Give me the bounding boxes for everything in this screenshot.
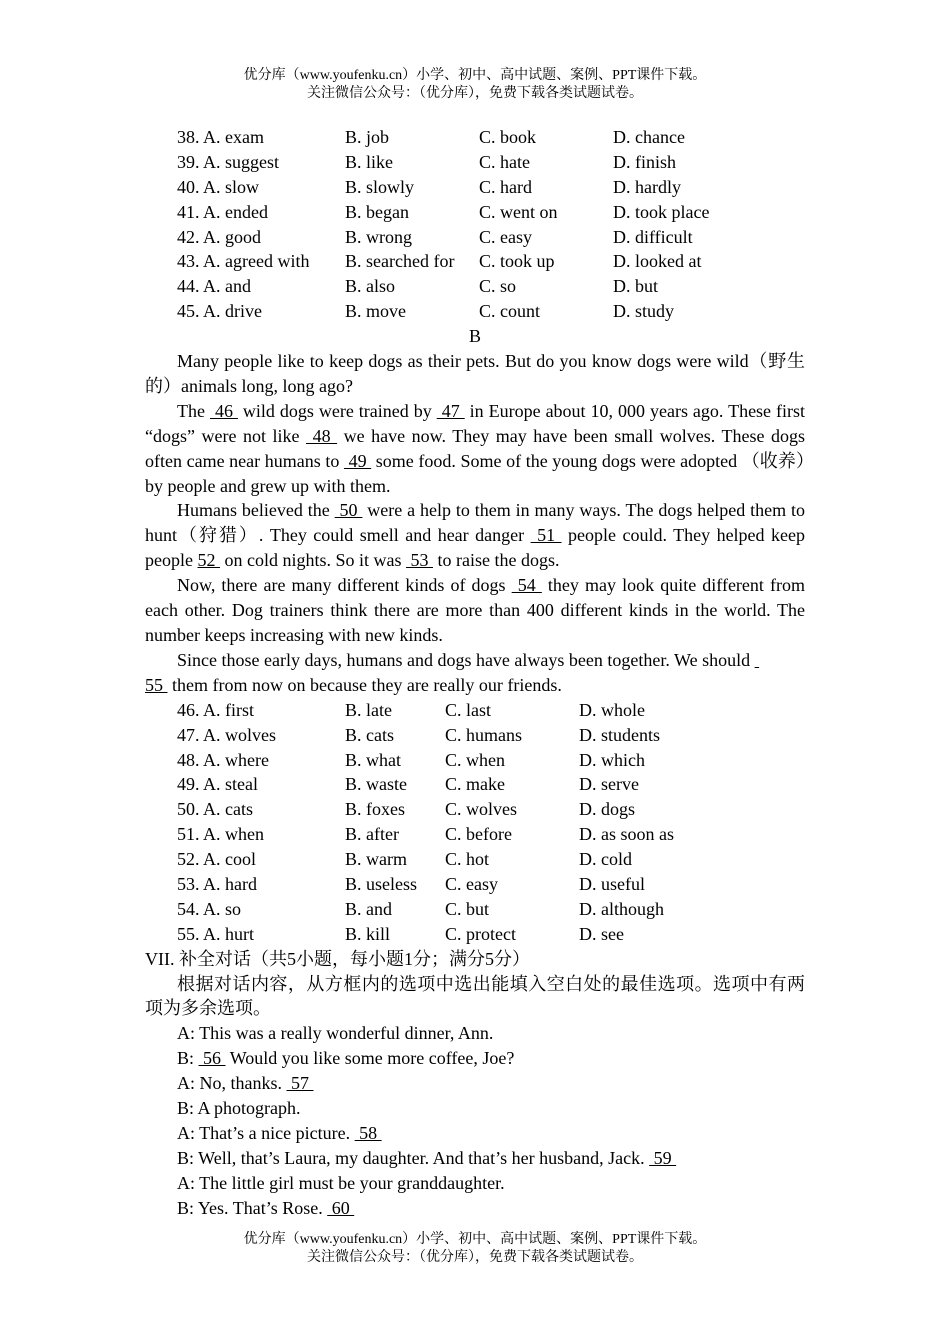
blank-50: 50 <box>334 500 363 521</box>
option-choice: C. so <box>479 276 517 297</box>
dialogue-line <box>145 1171 805 1196</box>
option-choice: B. what <box>345 749 401 770</box>
option-choice: 51. A. when <box>177 824 264 845</box>
option-choice: C. hate <box>479 151 530 172</box>
option-choice: D. useful <box>579 873 645 894</box>
option-choice: B. move <box>345 301 406 322</box>
option-row <box>145 274 805 299</box>
dialogue-line <box>145 1146 805 1171</box>
option-choice: C. humans <box>445 724 523 745</box>
option-choice: B. waste <box>345 774 407 795</box>
page-header <box>0 67 950 103</box>
blank-51: 51 <box>530 525 562 546</box>
dialogue <box>145 1021 805 1220</box>
option-choice: 44. A. and <box>177 276 251 297</box>
footer-line-1: 优分库（www.youfenku.cn）小学、初中、高中试题、案例、PPT课件下载。 <box>243 1232 707 1247</box>
option-row <box>145 200 805 225</box>
option-choice: C. last <box>445 699 492 720</box>
option-choice: C. easy <box>479 226 532 247</box>
passage-paragraph-4: Now, there are many different kinds of dogs 54 they may look quite different from each other. Dog trainers think there are more than 400 different kinds in the world. The number keeps increasing with new kinds. <box>145 575 805 645</box>
option-choice: D. students <box>579 724 660 745</box>
page-content <box>145 125 805 1221</box>
blank-48: 48 <box>306 425 338 446</box>
option-row <box>145 847 805 872</box>
dialogue-text: B: <box>177 1048 199 1069</box>
option-row <box>145 175 805 200</box>
passage-paragraph-5: Since those early days, humans and dogs have always been together. We should 55 them from now on because they are really our friends. <box>145 648 805 698</box>
dialogue-text: B: Yes. That’s Rose. <box>177 1197 328 1218</box>
option-choice: D. finish <box>613 151 676 172</box>
dialogue-line <box>145 1096 805 1121</box>
passage-paragraph-1: Many people like to keep dogs as their pets. But do you know dogs were wild（野生的）animals long, long ago? <box>145 351 805 396</box>
dialogue-text: A: The little girl must be your granddaughter. <box>177 1172 505 1193</box>
option-choice: C. went on <box>479 201 558 222</box>
option-choice: D. chance <box>613 127 685 147</box>
blank-54: 54 <box>511 575 542 596</box>
option-choice: D. hardly <box>613 176 681 197</box>
option-choice: D. study <box>613 301 675 322</box>
option-choice: D. which <box>579 749 645 770</box>
dialogue-line <box>145 1196 805 1221</box>
option-choice: C. when <box>445 749 505 770</box>
dialogue-text: B: Well, that’s Laura, my daughter. And that’s her husband, Jack. <box>177 1147 650 1168</box>
option-choice: 41. A. ended <box>177 201 268 222</box>
option-choice: B. searched for <box>345 251 455 272</box>
option-choice: D. serve <box>579 774 639 795</box>
option-choice: 40. A. slow <box>177 176 260 197</box>
blank-55: 55 <box>145 674 168 695</box>
option-choice: B. foxes <box>345 799 405 820</box>
option-choice: B. like <box>345 151 393 172</box>
option-choice: 45. A. drive <box>177 301 262 322</box>
option-row <box>145 872 805 897</box>
page-footer <box>0 1231 950 1267</box>
option-choice: B. after <box>345 824 399 845</box>
option-choice: C. wolves <box>445 799 517 820</box>
dialogue-text: B: A photograph. <box>177 1098 301 1119</box>
section-b-heading: B <box>468 326 481 347</box>
dialogue-line <box>145 1046 805 1071</box>
dialogue-blank: 58 <box>354 1122 382 1143</box>
option-choice: B. slowly <box>345 176 415 197</box>
option-choice: C. protect <box>445 923 516 944</box>
option-row <box>145 897 805 922</box>
option-choice: 55. A. hurt <box>177 923 255 944</box>
blank-47: 47 <box>436 400 465 421</box>
option-choice: 54. A. so <box>177 898 242 919</box>
option-row <box>145 723 805 748</box>
option-row <box>145 125 805 150</box>
option-choice: C. took up <box>479 251 555 272</box>
option-row <box>145 698 805 723</box>
dialogue-line <box>145 1021 805 1046</box>
option-choice: 38. A. exam <box>177 127 264 147</box>
header-line-1: 优分库（www.youfenku.cn）小学、初中、高中试题、案例、PPT课件下载。 <box>243 68 707 83</box>
passage-paragraph-3: Humans believed the 50 were a help to them in many ways. The dogs helped them to hunt（狩猎）. They could smell and hear danger 51 people could. They helped keep people 52 on cold nights. So it was 53 to raise the dogs. <box>145 500 805 571</box>
option-choice: C. book <box>479 127 537 147</box>
option-row <box>145 299 805 324</box>
option-choice: D. difficult <box>613 226 693 247</box>
option-choice: B. kill <box>345 923 391 944</box>
option-choice: 48. A. where <box>177 749 269 770</box>
option-choice: B. cats <box>345 724 394 745</box>
option-choice: C. before <box>445 824 512 845</box>
option-choice: 43. A. agreed with <box>177 251 310 272</box>
dialogue-text-after: Would you like some more coffee, Joe? <box>225 1048 515 1069</box>
option-choice: 47. A. wolves <box>177 724 276 745</box>
option-choice: B. also <box>345 276 396 297</box>
option-row <box>145 822 805 847</box>
blank-53: 53 <box>406 550 433 571</box>
options-38-45 <box>145 125 805 324</box>
option-choice: D. but <box>613 276 658 297</box>
option-choice: D. took place <box>613 201 710 222</box>
dialogue-blank: 60 <box>327 1197 355 1218</box>
blank-49: 49 <box>343 450 372 471</box>
dialogue-blank: 57 <box>286 1073 314 1094</box>
section-vii-title: VII. 补全对话（共5小题，每小题1分；满分5分） <box>145 948 530 969</box>
dialogue-blank: 59 <box>649 1147 677 1168</box>
option-choice: B. late <box>345 699 392 720</box>
dialogue-line <box>145 1071 805 1096</box>
option-row <box>145 225 805 250</box>
options-46-55 <box>145 698 805 947</box>
option-choice: B. wrong <box>345 226 412 247</box>
option-choice: B. began <box>345 201 409 222</box>
footer-line-2: 关注微信公众号：（优分库），免费下载各类试题试卷。 <box>307 1250 643 1265</box>
option-choice: B. useless <box>345 873 417 894</box>
option-choice: 50. A. cats <box>177 799 253 820</box>
option-row <box>145 150 805 175</box>
dialogue-text: A: This was a really wonderful dinner, Ann. <box>177 1023 494 1044</box>
option-row <box>145 922 805 947</box>
option-row <box>145 772 805 797</box>
dialogue-text: A: That’s a nice picture. <box>177 1122 355 1143</box>
option-choice: D. although <box>579 898 664 919</box>
dialogue-blank: 56 <box>198 1048 226 1069</box>
option-choice: 49. A. steal <box>177 774 258 795</box>
option-choice: B. job <box>345 127 390 147</box>
option-choice: B. and <box>345 898 392 919</box>
option-choice: C. count <box>479 301 540 322</box>
option-choice: C. make <box>445 774 505 795</box>
option-choice: C. easy <box>445 873 498 894</box>
dialogue-line <box>145 1121 805 1146</box>
option-choice: 46. A. first <box>177 699 255 720</box>
option-choice: 42. A. good <box>177 226 262 247</box>
option-choice: C. hard <box>479 176 532 197</box>
blank-55-start <box>755 650 760 670</box>
blank-52: 52 <box>197 550 220 571</box>
option-choice: D. dogs <box>579 799 636 820</box>
header-line-2: 关注微信公众号：（优分库），免费下载各类试题试卷。 <box>307 86 643 101</box>
option-row <box>145 797 805 822</box>
option-choice: D. as soon as <box>579 824 674 845</box>
option-choice: B. warm <box>345 849 407 870</box>
option-choice: D. cold <box>579 849 632 870</box>
option-choice: D. looked at <box>613 251 702 272</box>
option-choice: D. whole <box>579 699 645 720</box>
option-choice: 39. A. suggest <box>177 151 280 172</box>
option-row <box>145 748 805 773</box>
section-vii-instructions: 根据对话内容，从方框内的选项中选出能填入空白处的最佳选项。选项中有两项为多余选项。 <box>145 973 805 1019</box>
option-choice: C. hot <box>445 849 490 870</box>
option-row <box>145 249 805 274</box>
option-choice: 53. A. hard <box>177 873 257 894</box>
option-choice: D. see <box>579 923 624 944</box>
blank-46: 46 <box>209 400 238 421</box>
option-choice: 52. A. cool <box>177 849 256 870</box>
option-choice: C. but <box>445 898 490 919</box>
dialogue-text: A: No, thanks. <box>177 1073 287 1094</box>
passage-paragraph-2: The 46 wild dogs were trained by 47 in Europe about 10, 000 years ago. These first “dogs” were not like 48 we have now. They may have been small wolves. These dogs often came near humans to 49 some food. Some of the young dogs were adopted （收养）by people and grew up with them. <box>145 400 806 496</box>
